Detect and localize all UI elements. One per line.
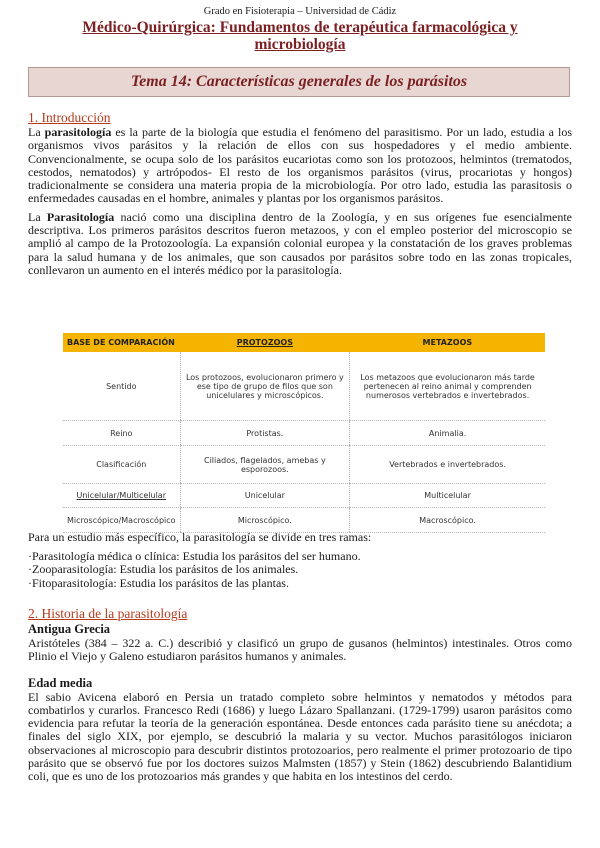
section-history xyxy=(28,606,572,784)
text-fragment: La xyxy=(28,209,47,224)
table-cell: Animalia. xyxy=(350,421,545,446)
section-heading: 2. Historia de la parasitología xyxy=(28,606,188,621)
table-cell: Unicelular/Multicelular xyxy=(63,484,180,508)
table-cell: Unicelular xyxy=(180,484,350,508)
table-row xyxy=(63,508,545,533)
table-header: METAZOOS xyxy=(350,333,545,352)
list-item: ·Zooparasitología: Estudia los parásitos de los animales. xyxy=(28,562,299,577)
intro-paragraph-1 xyxy=(28,126,572,206)
table-row xyxy=(63,484,545,508)
term-bold: Parasitología xyxy=(46,209,115,224)
list-item: ·Parasitología médica o clínica: Estudia los parásitos del ser humano. xyxy=(28,548,361,563)
text-fragment: es la parte de la biología que estudia el fenómeno del parasitismo. Por un lado, estudia a los organismos vivos parásitos y la relación de ellos con sus hospedadores y el medio ambiente. Convencionalmente, se ocupa solo de los parásitos eucariotas como son los protozoos, helmintos (trematodos, cestodos, nematodos) y artrópodos- El resto de los organismos parásitos (virus, procariotas y hongos) tradicionalmente se considera una materia propia de la microbiología. Por otro lado, estudia las parasitosis o enfermedades causadas en el hombre, animales y plantas por los organismos parásitos. xyxy=(28,125,573,206)
table-header: PROTOZOOS xyxy=(180,333,350,352)
table-cell: Multicelular xyxy=(350,484,545,508)
table-cell: Sentido xyxy=(63,352,180,421)
table-cell: Clasificación xyxy=(63,446,180,484)
subheading-greece: Antigua Grecia xyxy=(28,622,111,636)
table-cell: Microscópico/Macroscópico xyxy=(63,508,180,533)
header-subject-title: Médico-Quirúrgica: Fundamentos de terapéutica farmacológica y microbiología xyxy=(82,19,518,53)
topic-title-box: Tema 14: Características generales de los parásitos xyxy=(28,67,570,97)
table-cell: Los protozoos, evolucionaron primero y ese tipo de grupo de filos que son unicelulares y microscópicos. xyxy=(180,352,350,421)
list-item: ·Fitoparasitología: Estudia los parásitos de las plantas. xyxy=(28,575,289,590)
section-heading: 1. Introducción xyxy=(28,110,111,125)
middle-ages-paragraph: El sabio Avicena elaboró en Persia un tratado completo sobre helmintos y nematodos y métodos para combatirlos y curarlos. Francesco Redi (1686) y luego Lázaro Spallanzani. (1729-1799) usaron parásitos como evidencia para refutar la teoría de la generación espontánea. Desde entonces cada parásito tiene su anécdota; a finales del siglo XIX, por ejemplo, se descubrió la malaria y su vector. Muchos parasitólogos iniciaron observaciones al microscopio para descubrir distintos protozoarios, pero realmente el primer protozoario de tipo parásito que se observó fue por los doctores suizos Malmsten (1857) y Stein (1862) descubriendo Balantidium coli, que es uno de los protozoarios más grandes y que habita en los intestinos del cerdo. xyxy=(28,689,572,784)
comparison-table xyxy=(63,333,545,533)
section-introduction xyxy=(28,110,572,277)
table-cell: Microscópico. xyxy=(180,508,350,533)
table-cell: Ciliados, flagelados, amebas y esporozoos. xyxy=(180,446,350,484)
intro-paragraph-2 xyxy=(28,211,572,277)
table-cell: Macroscópico. xyxy=(350,508,545,533)
table-cell: Los metazoos que evolucionaron más tarde pertenecen al reino animal y comprenden numerosos vertebrados e invertebrados. xyxy=(350,352,545,421)
table-cell: Protistas. xyxy=(180,421,350,446)
table-cell: Reino xyxy=(63,421,180,446)
table-row xyxy=(63,421,545,446)
branches-intro: Para un estudio más específico, la parasitología se divide en tres ramas: xyxy=(28,530,372,544)
greece-paragraph: Aristóteles (384 – 322 a. C.) describió y clasificó un grupo de gusanos (helmintos) intestinales. Otros como Plinio el Viejo y Galeno estudiaron parásitos humanos y animales. xyxy=(28,636,572,664)
table-row xyxy=(63,352,545,421)
table-row xyxy=(63,446,545,484)
text-fragment: La xyxy=(28,125,45,139)
table-header: BASE DE COMPARACIÓN xyxy=(63,333,180,352)
text-fragment: nació como una disciplina dentro de la Zoología, y en sus orígenes fue esencialmente descriptiva. Los primeros parásitos descritos fueron metazoos, y con el empleo posterior del microscopio se amplió al campo de la Protozoología. La expansión colonial europea y la constatación de los graves problemas para la salud humana y de los animales, que son causados por parásitos sobre todo en las zonas tropicales, conllevaron un aumento en el interés médico por la parasitología. xyxy=(28,209,573,277)
table-cell: Vertebrados e invertebrados. xyxy=(350,446,545,484)
subheading-middle-ages: Edad media xyxy=(28,675,93,690)
header-course: Grado en Fisioterapia – Universidad de Cádiz xyxy=(203,6,397,17)
section-branches xyxy=(28,531,572,590)
term-bold: parasitología xyxy=(44,125,112,139)
